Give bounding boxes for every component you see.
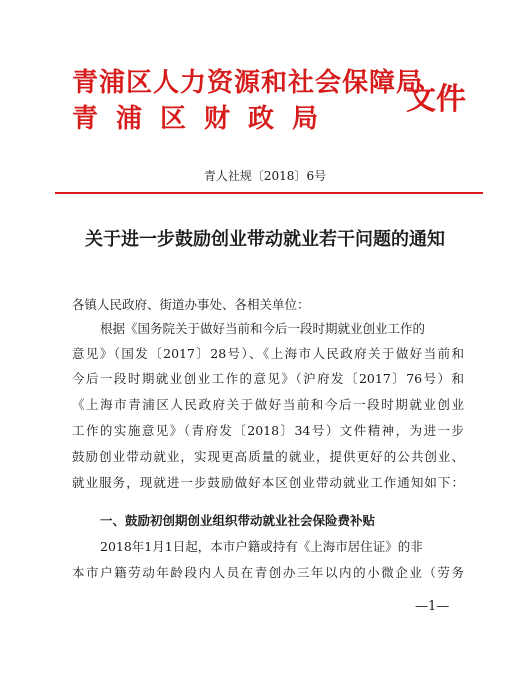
paragraph-line: 2018年1月1日起，本市户籍或持有《上海市居住证》的非 bbox=[100, 539, 423, 554]
paragraph-line: 根据《国务院关于做好当前和今后一段时期就业创业工作的 bbox=[100, 321, 426, 336]
issuer-name-finance-bureau: 青浦区财政局 bbox=[72, 104, 337, 134]
paragraph-line: 就业服务，现就进一步鼓励做好本区创业带动就业工作通知如下： bbox=[72, 475, 464, 490]
document-number: 青人社规〔2018〕6号 bbox=[203, 169, 327, 183]
paragraph-line: 《上海市青浦区人民政府关于做好当前和今后一段时期就业创业 bbox=[72, 397, 464, 412]
section-heading: 一、鼓励初创期创业组织带动就业社会保险费补贴 bbox=[100, 513, 376, 528]
header-red-rule bbox=[55, 192, 483, 194]
paragraph-line: 意见》（国发〔2017〕28号）、《上海市人民政府关于做好当前和 bbox=[72, 346, 464, 361]
document-title: 关于进一步鼓励创业带动就业若干问题的通知 bbox=[85, 229, 445, 250]
salutation: 各镇人民政府、街道办事处、各相关单位： bbox=[72, 297, 310, 312]
document-type-label: 文件 bbox=[406, 82, 466, 117]
paragraph-line: 鼓励创业带动就业，实现更高质量的就业，提供更好的公共创业、 bbox=[72, 449, 464, 464]
paragraph-line: 本市户籍劳动年龄段内人员在青创办三年以内的小微企业（劳务 bbox=[72, 565, 464, 580]
page-number: —1— bbox=[415, 599, 450, 614]
paragraph-line: 今后一段时期就业创业工作的意见》（沪府发〔2017〕76号）和 bbox=[72, 371, 464, 386]
paragraph-line: 工作的实施意见》（青府发〔2018〕34号）文件精神，为进一步 bbox=[72, 423, 464, 438]
issuer-name-hr-bureau: 青浦区人力资源和社会保障局 bbox=[72, 68, 424, 98]
